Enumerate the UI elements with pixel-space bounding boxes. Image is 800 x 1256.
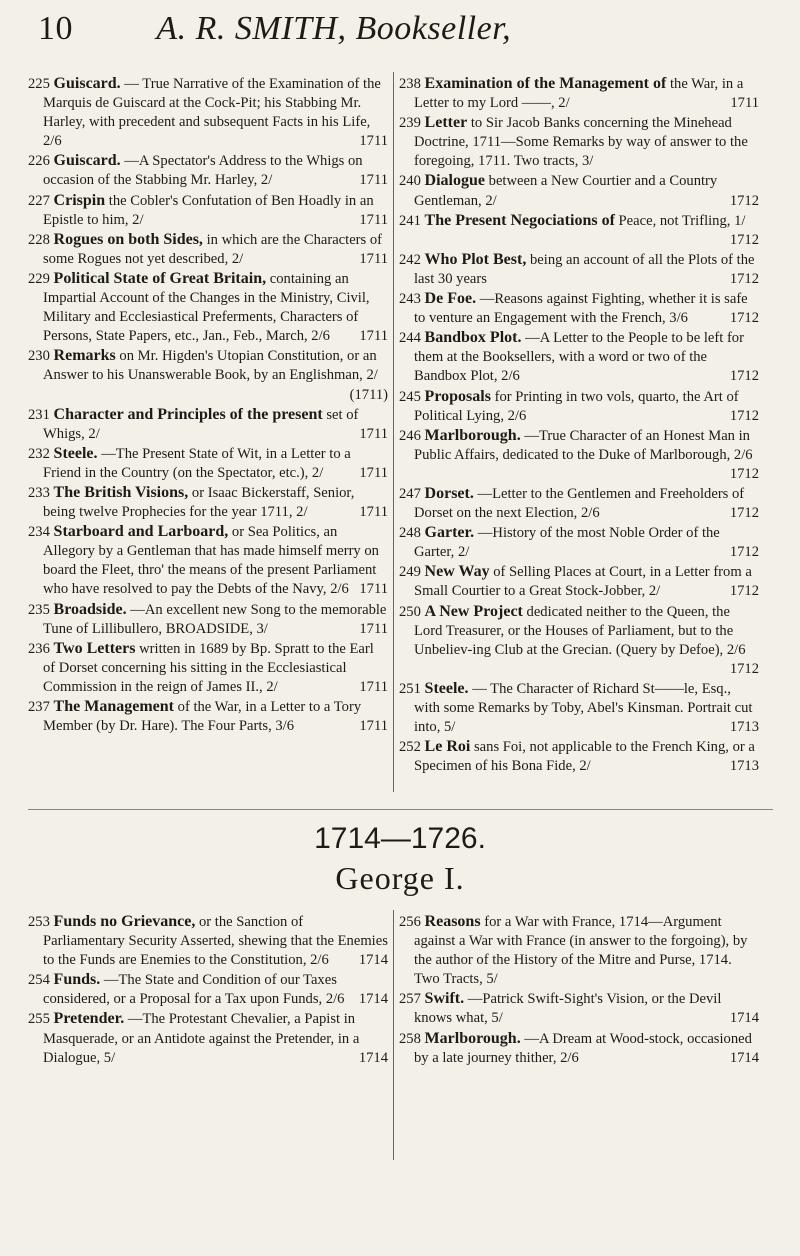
- entry-date: 1714: [729, 1010, 759, 1027]
- catalogue-entry: [399, 113, 759, 171]
- entry-date: 1711: [359, 620, 388, 637]
- entry-description: —True Character of an Honest Man in Public Affairs, dedicated to the Duke of Marlborough, 2/6: [414, 427, 753, 463]
- entry-date: 1711: [359, 172, 388, 189]
- entry-date: 1714: [358, 952, 388, 969]
- entry-heading: Letter: [424, 114, 468, 132]
- entry-description: between a New Courtier and a Country Gentleman, 2/: [414, 173, 718, 209]
- entry-heading: Guiscard.: [53, 152, 121, 170]
- entry-date: 1711: [730, 95, 759, 112]
- catalogue-entry: [399, 211, 759, 250]
- entry-date: 1712: [729, 310, 759, 327]
- entry-description: —The Protestant Chevalier, a Papist in Masquerade, or an Antidote against the Pretender, in a Dialogue, 5/: [43, 1011, 360, 1066]
- entry-description: or Isaac Bickerstaff, Senior, being twelve Prophecies for the year 1711, 2/: [43, 484, 355, 521]
- catalogue-entry: [28, 600, 388, 639]
- entry-number: 236: [28, 640, 50, 657]
- entry-number: 251: [399, 680, 421, 697]
- entry-number: 240: [399, 173, 421, 190]
- entry-heading: Steele.: [424, 679, 469, 697]
- entry-number: 225: [28, 76, 50, 92]
- entry-date: 1712: [729, 231, 759, 248]
- entry-description: — The Character of Richard St——le, Esq., with some Remarks by Toby, Abel's Kinsman. Portrait cut into, 5/: [414, 680, 753, 736]
- section-rule: [28, 809, 773, 810]
- entry-heading: The Present Negociations of: [424, 211, 615, 229]
- entry-description: in which are the Characters of some Rogues not yet described, 2/: [43, 231, 383, 267]
- entry-heading: Bandbox Plot.: [424, 329, 522, 347]
- entry-description: — True Narrative of the Examination of the Marquis de Guiscard at the Cock-Pit; his Stabbing Mr. Harley, with precedent and subsequent Facts in his Life, 2/6: [43, 76, 381, 150]
- entry-heading: Proposals: [424, 387, 491, 405]
- entry-description: for Printing in two vols, quarto, the Art of Political Lying, 2/6: [414, 388, 739, 424]
- entry-heading: The Management: [53, 698, 174, 715]
- catalogue-column-top-left: [28, 74, 388, 736]
- entry-number: 255: [28, 1011, 50, 1028]
- entry-description: sans Foi, not applicable to the French King, or a Specimen of his Bona Fide, 2/: [414, 739, 755, 775]
- entry-description: on Mr. Higden's Utopian Constitution, or an Answer to his Unanswerable Book, by an Englishman, 2/: [43, 348, 378, 384]
- period-years: 1714—1726.: [314, 822, 486, 855]
- entry-date: 1712: [729, 583, 759, 600]
- catalogue-entry: [28, 405, 388, 444]
- entry-description: set of Whigs, 2/: [43, 406, 359, 442]
- catalogue-entry: [28, 912, 388, 970]
- entry-number: 250: [399, 603, 421, 620]
- page-header: [38, 10, 778, 50]
- entry-date: 1713: [729, 758, 759, 775]
- catalogue-entry: [399, 523, 759, 562]
- catalogue-entry: [399, 737, 759, 776]
- entry-heading: A New Project: [424, 602, 523, 620]
- entry-date: 1714: [358, 1049, 388, 1066]
- entry-description: —The Present State of Wit, in a Letter to a Friend in the Country (on the Spectator, etc.), 2/: [43, 445, 351, 481]
- entry-heading: Dorset.: [424, 484, 474, 502]
- entry-number: 245: [399, 388, 421, 405]
- entry-description: being an account of all the Plots of the last 30 years: [414, 251, 755, 287]
- entry-heading: Garter.: [424, 524, 475, 542]
- catalogue-entry: [399, 562, 759, 601]
- entry-heading: Steele.: [53, 444, 98, 462]
- catalogue-entry: [28, 970, 388, 1009]
- entry-number: 248: [399, 525, 421, 542]
- catalogue-entry: [399, 289, 759, 328]
- catalogue-entry: [28, 483, 388, 522]
- entry-heading: Swift.: [424, 990, 465, 1008]
- catalogue-column-top-right: [399, 74, 759, 776]
- entry-heading: Crispin: [53, 191, 106, 209]
- entry-date: 1714: [358, 991, 388, 1008]
- entry-number: 237: [28, 699, 50, 715]
- entry-description: containing an Impartial Account of the Changes in the Ministry, Civil, Military and Ecclesiastical Preferments, Characters of Persons, State Papers, etc., Jan., Feb., March, 2/6: [43, 270, 370, 345]
- entry-heading: Guiscard.: [53, 75, 121, 92]
- entry-date: (1711): [349, 386, 388, 403]
- entry-description: —Patrick Swift-Sight's Vision, or the Devil knows what, 5/: [414, 991, 722, 1027]
- entry-date: 1711: [359, 425, 388, 442]
- entry-number: 246: [399, 427, 421, 444]
- entry-date: 1712: [729, 505, 759, 522]
- entry-heading: Rogues on both Sides,: [53, 230, 203, 248]
- entry-number: 247: [399, 485, 421, 502]
- catalogue-column-bottom-right: [399, 912, 759, 1068]
- catalogue-entry: [28, 230, 388, 269]
- entry-date: 1711: [359, 581, 388, 598]
- entry-description: the War, in a Letter to my Lord ——, 2/: [414, 76, 744, 112]
- catalogue-entry: [28, 191, 388, 230]
- entry-description: —A Spectator's Address to the Whigs on occasion of the Stabbing Mr. Harley, 2/: [43, 153, 363, 189]
- entry-number: 256: [399, 914, 421, 930]
- entry-date: 1711: [359, 678, 388, 695]
- column-divider: [393, 910, 394, 1160]
- entry-heading: Reasons: [424, 913, 481, 930]
- entry-number: 228: [28, 231, 50, 248]
- entry-date: 1712: [729, 192, 759, 209]
- entry-heading: Two Letters: [53, 639, 136, 657]
- entry-date: 1712: [729, 407, 759, 424]
- entry-number: 241: [399, 212, 421, 229]
- entry-description: Peace, not Trifling, 1/: [618, 212, 746, 229]
- entry-number: 252: [399, 739, 421, 756]
- entry-number: 231: [28, 406, 50, 423]
- catalogue-column-bottom-left: [28, 912, 388, 1068]
- entry-description: the Cobler's Confutation of Ben Hoadly in an Epistle to him, 2/: [43, 192, 374, 228]
- entry-date: 1711: [359, 504, 388, 521]
- entry-heading: Remarks: [53, 347, 116, 365]
- column-divider: [393, 72, 394, 792]
- catalogue-entry: [28, 697, 388, 736]
- entry-heading: De Foe.: [424, 290, 477, 308]
- entry-heading: Starboard and Larboard,: [53, 523, 229, 541]
- catalogue-entry: [399, 602, 759, 679]
- entry-date: 1712: [729, 660, 759, 677]
- entry-date: 1714: [729, 1049, 759, 1066]
- entry-number: 229: [28, 270, 50, 287]
- entry-heading: Political State of Great Britain,: [53, 269, 267, 287]
- catalogue-entry: [399, 74, 759, 113]
- entry-number: 234: [28, 524, 50, 541]
- publisher-title: A. R. SMITH, Bookseller,: [156, 10, 512, 47]
- entry-heading: Character and Principles of the present: [53, 405, 323, 423]
- catalogue-entry: [399, 387, 759, 426]
- catalogue-entry: [399, 679, 759, 737]
- entry-description: of Selling Places at Court, in a Letter from a Small Courtier to a Great Stock-Jobber, 2/: [414, 564, 752, 600]
- entry-heading: Marlborough.: [424, 426, 521, 444]
- entry-number: 233: [28, 484, 50, 501]
- entry-description: —History of the most Noble Order of the Garter, 2/: [414, 525, 720, 561]
- entry-number: 227: [28, 192, 50, 209]
- catalogue-entry: [399, 484, 759, 523]
- entry-date: 1711: [359, 464, 388, 481]
- entry-description: to Sir Jacob Banks concerning the Minehead Doctrine, 1711—Some Remarks by way of answer to the foregoing, 1711. Two tracts, 3/: [414, 115, 748, 170]
- entry-number: 244: [399, 330, 421, 347]
- entry-heading: Marlborough.: [424, 1029, 521, 1047]
- catalogue-entry: [28, 639, 388, 697]
- catalogue-entry: [399, 426, 759, 484]
- period-reign: George I.: [335, 860, 465, 896]
- entry-number: 257: [399, 991, 421, 1008]
- entry-date: 1711: [359, 328, 388, 345]
- catalogue-entry: [28, 346, 388, 404]
- catalogue-entry: [28, 74, 388, 151]
- entry-description: —Letter to the Gentlemen and Freeholders of Dorset on the next Election, 2/6: [414, 485, 745, 522]
- entry-heading: Broadside.: [53, 600, 127, 618]
- entry-date: 1712: [729, 465, 759, 482]
- entry-heading: New Way: [424, 563, 490, 581]
- entry-date: 1711: [359, 133, 388, 150]
- entry-heading: Dialogue: [424, 172, 485, 190]
- entry-description: dedicated neither to the Queen, the Lord Treasurer, or the Houses of Parliament, but to the Unbeliev-ing Club at the Grecian. (Query by Defoe), 2/6: [414, 603, 746, 658]
- entry-description: or Sea Politics, an Allegory by a Gentleman that has made himself merry on board the Fleet, thro' the means of the present Parliament who have resolved to pay the Debts of the Navy, 2/6: [43, 524, 379, 598]
- catalogue-entry: [28, 269, 388, 346]
- entry-description: written in 1689 by Bp. Spratt to the Earl of Dorset concerning his sitting in the Ecclesiastical Commission in the reign of James II., 2/: [43, 640, 374, 695]
- entry-description: or the Sanction of Parliamentary Security Asserted, shewing that the Enemies to the Funds are Enemies to the Constitution, 2/6: [43, 914, 388, 969]
- entry-date: 1711: [359, 718, 388, 735]
- catalogue-entry: [399, 912, 759, 989]
- entry-heading: Le Roi: [424, 738, 471, 756]
- entry-number: 230: [28, 348, 50, 365]
- entry-description: of the War, in a Letter to a Tory Member (by Dr. Hare). The Four Parts, 3/6: [43, 699, 362, 735]
- catalogue-entry: [399, 1029, 759, 1068]
- entry-number: 232: [28, 445, 50, 462]
- catalogue-entry: [399, 328, 759, 386]
- page-number: 10: [38, 10, 73, 47]
- entry-number: 226: [28, 153, 50, 170]
- entry-number: 258: [399, 1030, 421, 1047]
- entry-number: 242: [399, 251, 421, 268]
- catalogue-entry: [399, 250, 759, 289]
- entry-heading: Who Plot Best,: [424, 250, 527, 268]
- entry-date: 1711: [359, 250, 388, 267]
- entry-date: 1711: [359, 211, 388, 228]
- entry-date: 1712: [729, 368, 759, 385]
- catalogue-entry: [28, 151, 388, 190]
- entry-number: 235: [28, 601, 50, 618]
- entry-heading: Examination of the Management of: [424, 75, 667, 92]
- catalogue-entry: [28, 522, 388, 599]
- entry-number: 239: [399, 115, 421, 132]
- entry-description: —A Dream at Wood-stock, occasioned by a late journey thither, 2/6: [414, 1030, 752, 1066]
- entry-number: 253: [28, 914, 50, 930]
- entry-date: 1712: [729, 270, 759, 287]
- entry-date: 1713: [729, 719, 759, 736]
- entry-heading: Funds.: [53, 971, 101, 989]
- catalogue-entry: [28, 1009, 388, 1067]
- entry-heading: Pretender.: [53, 1010, 125, 1028]
- entry-description: —The State and Condition of our Taxes considered, or a Proposal for a Tax upon Funds, 2/6: [43, 972, 345, 1008]
- entry-description: —Reasons against Fighting, whether it is safe to venture an Engagement with the French, 3/6: [414, 291, 748, 327]
- catalogue-entry: [399, 171, 759, 210]
- entry-description: —A Letter to the People to be left for them at the Booksellers, with a word or two of the Bandbox Plot, 2/6: [414, 330, 744, 385]
- entry-description: —An excellent new Song to the memorable Tune of Lillibullero, BROADSIDE, 3/: [43, 601, 387, 637]
- catalogue-entry: [399, 989, 759, 1028]
- entry-heading: The British Visions,: [53, 483, 189, 501]
- entry-date: 1712: [729, 544, 759, 561]
- entry-description: for a War with France, 1714—Argument against a War with France (in answer to the forgoing), by the author of the History of the Mitre and Purse, 1714. Two Tracts, 5/: [414, 914, 748, 988]
- catalogue-entry: [28, 444, 388, 483]
- entry-heading: Funds no Grievance,: [53, 913, 196, 930]
- entry-number: 243: [399, 291, 421, 308]
- entry-number: 249: [399, 564, 421, 581]
- entry-number: 254: [28, 972, 50, 989]
- entry-number: 238: [399, 76, 421, 92]
